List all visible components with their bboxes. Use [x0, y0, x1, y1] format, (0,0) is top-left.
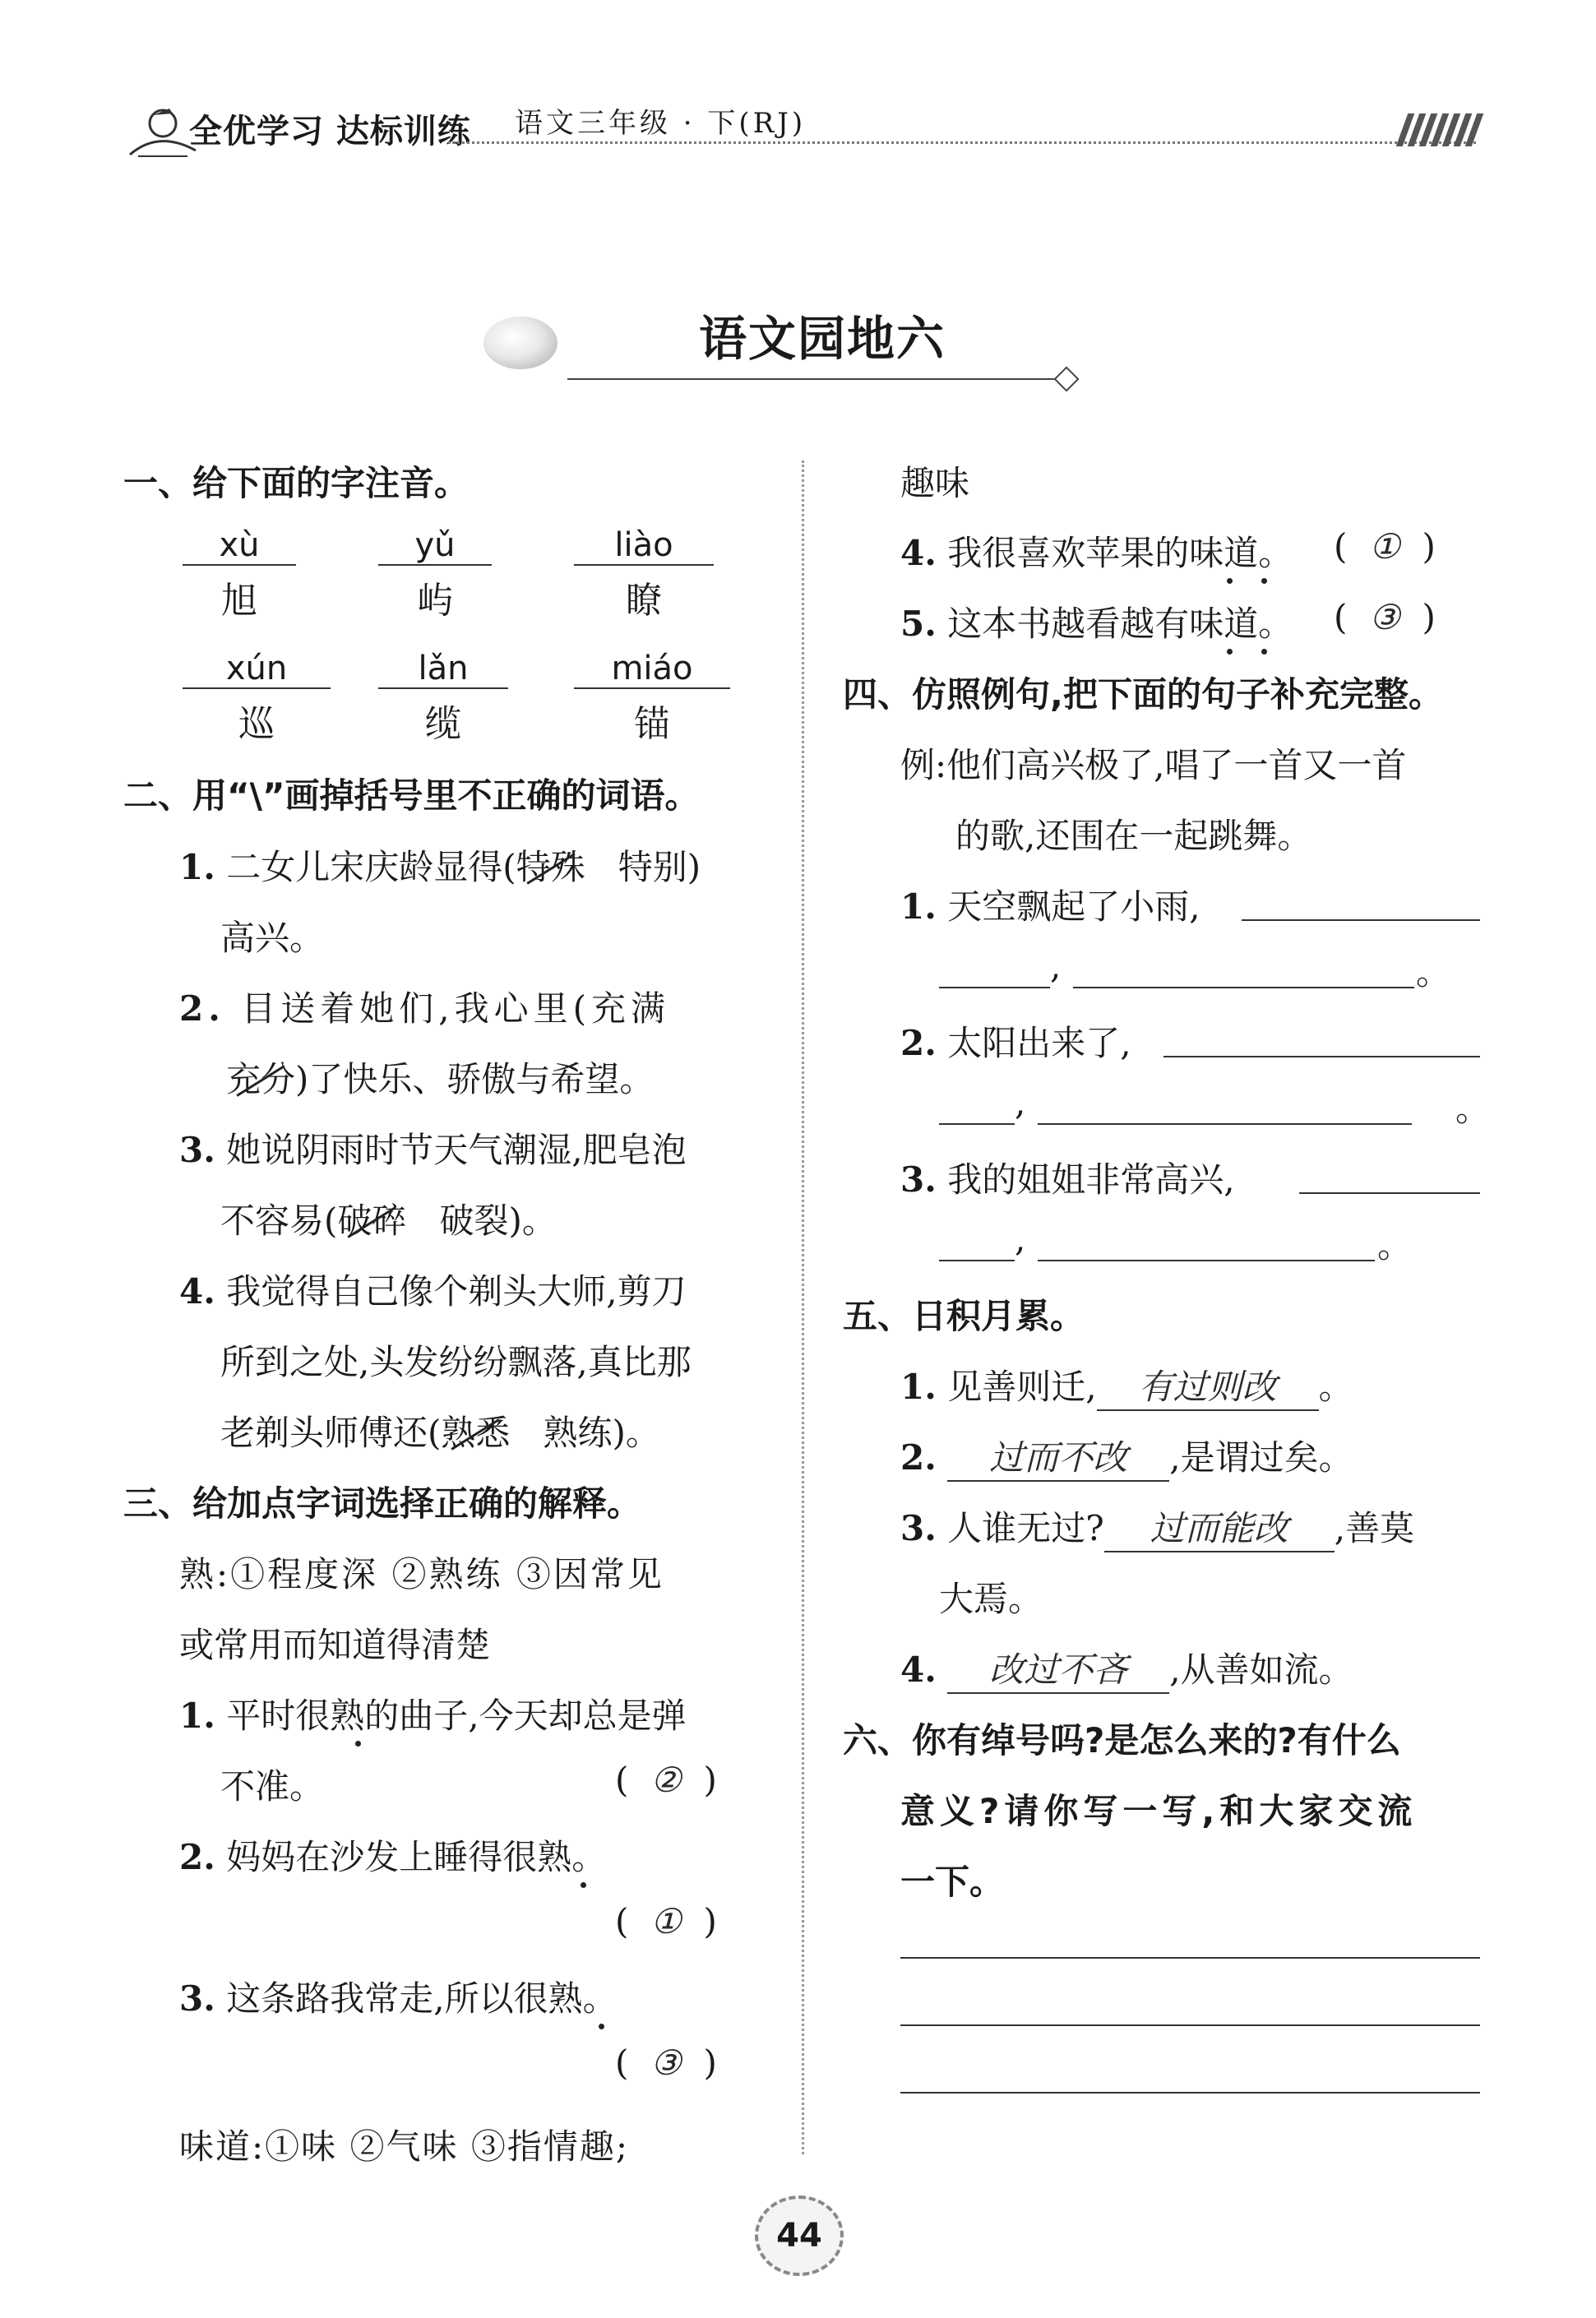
weidao-definition-line2: 趣味	[900, 463, 970, 503]
pinyin-answer: xù	[183, 526, 296, 566]
write-blank[interactable]	[939, 1260, 1015, 1261]
pinyin-answer: liào	[574, 526, 714, 566]
title-decoration-blob	[483, 317, 557, 369]
shu-definition-line2: 或常用而知道得清楚	[179, 1625, 491, 1665]
writing-line[interactable]	[900, 1957, 1480, 1959]
s5-q3: 3. 人谁无过? 过而能改 ,善莫	[900, 1501, 1414, 1552]
period: 。	[1416, 952, 1451, 992]
subject-label: 语文三年级 · 下(RJ)	[510, 100, 811, 141]
writing-line[interactable]	[900, 2092, 1480, 2094]
handwritten-answer: 过而不改	[989, 1437, 1128, 1478]
write-blank[interactable]	[1038, 1260, 1375, 1261]
s2-q3-line1: 3. 她说阴雨时节天气潮湿,肥皂泡	[179, 1130, 687, 1170]
example-line1: 例:他们高兴极了,唱了一首又一首	[900, 745, 1407, 785]
s2-q2-line2: 充分)了快乐、骄傲与希望。	[226, 1059, 655, 1099]
s4-q2: 2. 太阳出来了,	[900, 1023, 1131, 1063]
pinyin-answer: xún	[183, 650, 331, 689]
title-underline	[567, 378, 1061, 380]
char-item: 瞭	[626, 580, 662, 622]
s3-q1-answer: ( ② )	[615, 1760, 717, 1800]
column-divider	[802, 460, 804, 2154]
page-number: 44	[755, 2195, 844, 2276]
char-item: 旭	[221, 580, 257, 622]
header-stripes-decoration	[1402, 113, 1483, 150]
shu-definition-line1: 熟:①程度深 ②熟练 ③因常见	[179, 1554, 664, 1594]
s2-q3-line2: 不容易(破碎 破裂)。	[220, 1201, 557, 1241]
section-3-heading: 三、给加点字词选择正确的解释。	[123, 1483, 642, 1524]
section-6-heading-line2: 意义?请你写一写,和大家交流	[900, 1791, 1418, 1831]
section-2-heading: 二、用“\”画掉括号里不正确的词语。	[123, 775, 700, 816]
s3-q3-answer: ( ③ )	[615, 2043, 717, 2083]
write-blank[interactable]	[1299, 1192, 1480, 1194]
s4-q1: 1. 天空飘起了小雨,	[900, 886, 1200, 927]
write-blank[interactable]	[1163, 1056, 1480, 1057]
s3-q2-answer: ( ① )	[615, 1901, 717, 1941]
period: 。	[1455, 1089, 1491, 1129]
write-blank[interactable]	[1242, 919, 1480, 921]
char-item: 锚	[634, 703, 670, 745]
pinyin-answer: lǎn	[378, 650, 508, 689]
struck-word: 特殊	[516, 847, 585, 887]
comma: ,	[1015, 1082, 1026, 1122]
handwritten-answer: 改过不吝	[989, 1649, 1128, 1690]
emphasis-dot	[1261, 578, 1267, 584]
write-blank[interactable]	[1038, 1123, 1412, 1125]
section-6-heading-line3: 一下。	[900, 1862, 1005, 1902]
s3-q4-answer: ( ① )	[1334, 526, 1436, 567]
write-blank[interactable]	[1073, 987, 1414, 988]
emphasis-dot	[355, 1741, 361, 1747]
section-1-heading: 一、给下面的字注音。	[123, 463, 470, 503]
comma: ,	[1015, 1219, 1026, 1259]
pinyin-answer: miáo	[574, 650, 730, 689]
s2-q2-line1: 2. 目送着她们,我心里(充满	[179, 988, 670, 1029]
s2-q1-line1: 1. 二女儿宋庆龄显得(特殊 特别)	[179, 847, 701, 887]
write-blank[interactable]	[939, 987, 1050, 988]
s4-q3: 3. 我的姐姐非常高兴,	[900, 1159, 1235, 1200]
writing-line[interactable]	[900, 2024, 1480, 2026]
emphasis-dot	[1227, 578, 1233, 584]
period: 。	[1377, 1225, 1413, 1265]
char-item: 巡	[238, 703, 275, 745]
s3-q5-answer: ( ③ )	[1334, 597, 1436, 637]
section-5-heading: 五、日积月累。	[843, 1296, 1085, 1336]
header-dotted-rule	[448, 141, 1476, 144]
title-diamond-icon	[1053, 366, 1079, 391]
section-4-heading: 四、仿照例句,把下面的句子补充完整。	[843, 674, 1443, 715]
emphasis-dot	[599, 2024, 604, 2029]
struck-word: 充分	[226, 1059, 296, 1099]
s2-q4-line2: 所到之处,头发纷纷飘落,真比那	[220, 1342, 692, 1382]
page-title: 语文园地六	[699, 311, 946, 367]
s2-q4-line1: 4. 我觉得自己像个剃头大师,剪刀	[179, 1271, 687, 1312]
s5-q1: 1. 见善则迁, 有过则改 。	[900, 1360, 1353, 1411]
s3-q4: 4. 我很喜欢苹果的味道。	[900, 533, 1293, 573]
weidao-definition-line1: 味道:①味 ②气味 ③指情趣;	[179, 2126, 630, 2167]
struck-word: 破碎	[337, 1201, 407, 1241]
struck-word: 熟悉	[441, 1413, 511, 1453]
emphasis-dot	[1227, 649, 1233, 655]
s3-q1-line2: 不准。	[220, 1766, 325, 1807]
s2-q1-line2: 高兴。	[220, 918, 325, 958]
comma: ,	[1050, 946, 1062, 986]
s3-q5: 5. 这本书越看越有味道。	[900, 604, 1293, 644]
s3-q3: 3. 这条路我常走,所以很熟。	[179, 1978, 618, 2019]
s3-q2: 2. 妈妈在沙发上睡得很熟。	[179, 1837, 607, 1877]
write-blank[interactable]	[939, 1123, 1015, 1125]
s2-q4-line3: 老剃头师傅还(熟悉 熟练)。	[220, 1413, 660, 1453]
pinyin-answer: yǔ	[378, 526, 492, 566]
brand-title: 全优学习 达标训练	[189, 112, 471, 150]
emphasis-dot	[1261, 649, 1267, 655]
s5-q4: 4. 改过不吝 ,从善如流。	[900, 1643, 1353, 1694]
s5-q3-cont: 大焉。	[939, 1579, 1043, 1619]
emphasis-dot	[581, 1882, 586, 1888]
s3-q1-line1: 1. 平时很熟的曲子,今天却总是弹	[179, 1696, 687, 1736]
char-item: 缆	[425, 703, 461, 745]
example-line2: 的歌,还围在一起跳舞。	[955, 816, 1312, 856]
handwritten-answer: 有过则改	[1138, 1367, 1277, 1407]
char-item: 屿	[417, 580, 453, 622]
section-6-heading-line1: 六、你有绰号吗?是怎么来的?有什么	[843, 1720, 1401, 1760]
s5-q2: 2. 过而不改 ,是谓过矣。	[900, 1431, 1353, 1482]
handwritten-answer: 过而能改	[1150, 1508, 1288, 1548]
